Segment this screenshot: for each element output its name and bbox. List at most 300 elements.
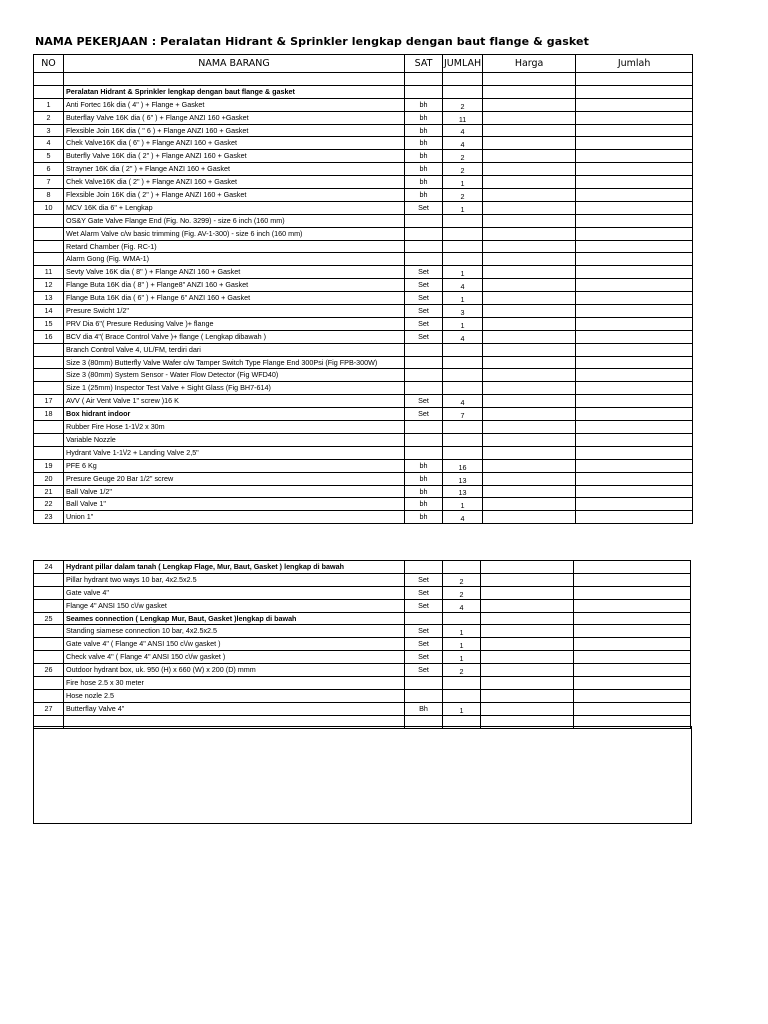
col-header-harga: Harga [483,55,576,73]
row-unit: Set [405,573,443,586]
row-unit: bh [405,459,443,472]
row-total [576,111,693,124]
row-item-name: Rubber Fire Hose 1-1\/2 x 30m [64,421,405,434]
row-total [576,459,693,472]
row-quantity: 1 [443,638,481,651]
row-unit: bh [405,150,443,163]
row-total [576,85,693,98]
row-unit: bh [405,176,443,189]
row-quantity: 4 [443,330,483,343]
row-no [34,651,64,664]
row-item-name: Buterflay Valve 16K dia ( 6" ) + Flange ANZI 160 +Gasket [64,111,405,124]
row-no: 18 [34,408,64,421]
row-quantity: 1 [443,266,483,279]
row-item-name: Flange 4" ANSI 150 c\/w gasket [64,599,405,612]
table-row [34,330,693,343]
row-price [481,586,574,599]
row-total [574,702,691,715]
row-price [483,421,576,434]
row-unit: Set [405,317,443,330]
row-price [483,408,576,421]
row-no [34,573,64,586]
table-row [34,573,691,586]
table-row [34,561,691,574]
row-unit: Set [405,292,443,305]
row-no [34,638,64,651]
row-unit: Set [405,408,443,421]
row-price [481,561,574,574]
table-row [34,305,693,318]
row-unit [405,73,443,86]
items-table [33,54,693,524]
row-total [576,472,693,485]
row-unit [405,240,443,253]
row-unit: Set [405,625,443,638]
row-total [576,292,693,305]
row-total [576,498,693,511]
row-no: 25 [34,612,64,625]
row-no: 15 [34,317,64,330]
row-unit: Set [405,395,443,408]
row-total [574,586,691,599]
row-unit: bh [405,485,443,498]
table-row [34,240,693,253]
table-row [34,150,693,163]
table-row [34,382,693,395]
row-item-name: Variable Nozzle [64,433,405,446]
row-price [483,163,576,176]
row-no [34,369,64,382]
table-row [34,163,693,176]
row-price [483,73,576,86]
row-no: 2 [34,111,64,124]
row-no: 16 [34,330,64,343]
row-unit: Set [405,279,443,292]
row-quantity: 11 [443,111,483,124]
row-unit: Set [405,664,443,677]
row-unit [405,446,443,459]
row-item-name: OS&Y Gate Valve Flange End (Fig. No. 3299) - size 6 inch (160 mm) [64,214,405,227]
table-row [34,266,693,279]
table-row [34,343,693,356]
table-row [34,433,693,446]
row-total [576,227,693,240]
row-price [483,253,576,266]
row-quantity: 2 [443,150,483,163]
row-price [481,664,574,677]
row-price [483,150,576,163]
row-price [483,330,576,343]
row-item-name: Presure Swicht 1/2" [64,305,405,318]
row-no: 1 [34,98,64,111]
table-row [34,85,693,98]
table-row [34,124,693,137]
row-quantity [443,689,481,702]
row-total [576,446,693,459]
row-item-name: Ball Valve 1" [64,498,405,511]
row-quantity: 2 [443,573,481,586]
row-total [576,279,693,292]
row-item-name: Alarm Gong (Fig. WMA-1) [64,253,405,266]
row-unit: bh [405,124,443,137]
row-price [483,227,576,240]
row-total [576,214,693,227]
row-price [483,305,576,318]
row-unit: bh [405,111,443,124]
row-quantity: 2 [443,189,483,202]
row-no: 14 [34,305,64,318]
page-title: NAMA PEKERJAAN : Peralatan Hidrant & Sprinkler lengkap dengan baut flange & gasket [35,35,589,48]
row-price [481,651,574,664]
row-item-name: Size 3 (80mm) Butterfly Valve Wafer c/w Tamper Switch Type Flange End 300Psi (Fig FPB-300W) [64,356,405,369]
row-unit [405,382,443,395]
table-row [34,459,693,472]
row-total [576,253,693,266]
row-price [483,459,576,472]
row-item-name: Presure Geuge 20 Bar 1/2" screw [64,472,405,485]
row-total [574,651,691,664]
row-price [481,638,574,651]
row-price [483,137,576,150]
row-item-name: Chek Valve16K dia ( 2" ) + Flange ANZI 160 + Gasket [64,176,405,189]
row-item-name: Ball Valve 1/2" [64,485,405,498]
table-row [34,201,693,214]
row-quantity: 2 [443,98,483,111]
row-no: 6 [34,163,64,176]
row-quantity: 4 [443,124,483,137]
row-price [481,689,574,702]
row-total [576,189,693,202]
row-item-name: Gate valve 4" ( Flange 4" ANSI 150 c\/w gasket ) [64,638,405,651]
row-total [576,73,693,86]
row-total [574,677,691,690]
row-price [481,625,574,638]
row-price [483,98,576,111]
row-price [481,612,574,625]
row-unit: bh [405,98,443,111]
row-no: 24 [34,561,64,574]
row-quantity: 4 [443,137,483,150]
row-quantity: 1 [443,651,481,664]
row-quantity [443,612,481,625]
row-price [483,446,576,459]
row-unit: bh [405,511,443,524]
row-price [483,124,576,137]
row-no [34,599,64,612]
table-row [34,279,693,292]
row-total [576,395,693,408]
row-total [576,317,693,330]
row-total [576,511,693,524]
row-item-name: Gate valve 4" [64,586,405,599]
table-row [34,612,691,625]
row-price [481,573,574,586]
table-row [34,664,691,677]
row-unit: bh [405,472,443,485]
table-row [34,586,691,599]
row-item-name: Flexsible Join 16K dia ( 2" ) + Flange ANZI 160 + Gasket [64,189,405,202]
row-quantity [443,421,483,434]
table-row [34,677,691,690]
row-item-name: Hydrant Valve 1-1\/2 + Landing Valve 2,5" [64,446,405,459]
row-unit [405,677,443,690]
row-quantity [443,214,483,227]
row-quantity [443,240,483,253]
row-quantity: 1 [443,201,483,214]
row-unit: Set [405,266,443,279]
row-total [576,150,693,163]
row-total [576,240,693,253]
row-no: 21 [34,485,64,498]
row-unit: bh [405,189,443,202]
row-no [34,85,64,98]
row-quantity [443,369,483,382]
row-item-name: Anti Fortec 16k dia ( 4" ) + Flange + Gasket [64,98,405,111]
row-total [574,664,691,677]
row-unit: bh [405,163,443,176]
row-no: 19 [34,459,64,472]
row-total [576,356,693,369]
row-item-name: Strayner 16K dia ( 2" ) + Flange ANZI 160 + Gasket [64,163,405,176]
row-unit: Set [405,586,443,599]
row-no: 13 [34,292,64,305]
row-no [34,214,64,227]
row-no: 10 [34,201,64,214]
row-total [574,638,691,651]
row-no: 5 [34,150,64,163]
row-price [481,702,574,715]
row-no: 11 [34,266,64,279]
row-item-name: Flange Buta 16K dia ( 8" ) + Flange8" ANZI 160 + Gasket [64,279,405,292]
row-price [481,599,574,612]
row-no [34,433,64,446]
row-total [574,625,691,638]
row-total [576,485,693,498]
row-no: 27 [34,702,64,715]
col-header-no: NO [34,55,64,73]
row-quantity: 3 [443,305,483,318]
row-quantity: 7 [443,408,483,421]
row-unit: Bh [405,702,443,715]
row-quantity [443,433,483,446]
row-no: 20 [34,472,64,485]
table-row [34,651,691,664]
row-quantity: 2 [443,664,481,677]
row-unit [405,214,443,227]
table-row [34,369,693,382]
row-price [483,176,576,189]
row-quantity [443,253,483,266]
table-row [34,253,693,266]
row-item-name: Hydrant pillar dalam tanah ( Lengkap Flage, Mur, Baut, Gasket ) lengkap di bawah [64,561,405,574]
row-item-name [64,73,405,86]
row-total [576,98,693,111]
row-unit [405,369,443,382]
row-item-name: Hose nozle 2.5 [64,689,405,702]
row-unit: Set [405,638,443,651]
row-item-name: Butterflay Valve 4" [64,702,405,715]
row-unit [405,433,443,446]
row-price [483,395,576,408]
row-no: 8 [34,189,64,202]
row-item-name: Buterfly Valve 16K dia ( 2" ) + Flange ANZI 160 + Gasket [64,150,405,163]
row-quantity: 13 [443,472,483,485]
row-no: 23 [34,511,64,524]
row-item-name: Flexsible Join 16K dia ( " 6 ) + Flange ANZI 160 + Gasket [64,124,405,137]
row-unit: Set [405,599,443,612]
row-price [483,498,576,511]
row-item-name: PFE 6 Kg [64,459,405,472]
row-unit [405,612,443,625]
row-quantity: 4 [443,279,483,292]
row-total [576,137,693,150]
row-item-name: Retard Chamber (Fig. RC-1) [64,240,405,253]
table-row [34,702,691,715]
col-header-jumlah-total: Jumlah [576,55,693,73]
row-quantity [443,382,483,395]
row-quantity: 2 [443,163,483,176]
row-total [576,124,693,137]
table-row [34,408,693,421]
row-price [483,189,576,202]
row-item-name: Size 1 (25mm) Inspector Test Valve + Sight Glass (Fig BH7-614) [64,382,405,395]
row-quantity [443,446,483,459]
row-item-name: Union 1" [64,511,405,524]
row-price [483,279,576,292]
row-price [481,677,574,690]
row-item-name: Branch Control Valve 4, UL/FM, terdiri dari [64,343,405,356]
row-no: 3 [34,124,64,137]
row-unit [405,85,443,98]
row-item-name: Standing siamese connection 10 bar, 4x2.5x2.5 [64,625,405,638]
table-row [34,689,691,702]
row-item-name: Pillar hydrant two ways 10 bar, 4x2.5x2.5 [64,573,405,586]
row-total [574,561,691,574]
row-quantity: 1 [443,498,483,511]
row-no [34,356,64,369]
table-row [34,421,693,434]
row-item-name: Seames connection ( Lengkap Mur, Baut, Gasket )lengkap di bawah [64,612,405,625]
row-quantity [443,677,481,690]
table-row [34,111,693,124]
row-total [576,201,693,214]
row-price [483,266,576,279]
row-quantity: 1 [443,317,483,330]
row-unit [405,421,443,434]
row-price [483,369,576,382]
items-table-continued [33,560,691,729]
row-quantity: 2 [443,586,481,599]
col-header-jumlah-qty: JUMLAH [443,55,483,73]
row-quantity: 4 [443,511,483,524]
row-no: 22 [34,498,64,511]
row-no: 12 [34,279,64,292]
row-price [483,317,576,330]
row-total [576,343,693,356]
table-row [34,176,693,189]
row-total [574,689,691,702]
row-no [34,421,64,434]
row-price [483,356,576,369]
row-total [576,330,693,343]
row-quantity: 4 [443,395,483,408]
row-unit: Set [405,651,443,664]
row-unit: bh [405,498,443,511]
row-item-name: BCV dia 4"( Brace Control Valve )+ flange ( Lengkap dibawah ) [64,330,405,343]
row-quantity [443,356,483,369]
blank-notes-area [33,726,692,824]
row-no [34,625,64,638]
row-no [34,382,64,395]
row-quantity: 16 [443,459,483,472]
row-item-name: AVV ( Air Vent Valve 1" screw )16 K [64,395,405,408]
row-price [483,511,576,524]
table-row [34,599,691,612]
row-no [34,240,64,253]
table-row [34,356,693,369]
row-no [34,446,64,459]
row-item-name: Size 3 (80mm) System Sensor - Water Flow Detector (Fig WFD40) [64,369,405,382]
row-unit [405,689,443,702]
table-row [34,137,693,150]
row-total [574,599,691,612]
row-total [576,176,693,189]
row-quantity: 1 [443,702,481,715]
row-no [34,586,64,599]
row-no: 7 [34,176,64,189]
row-quantity: 4 [443,599,481,612]
row-no: 26 [34,664,64,677]
row-unit [405,356,443,369]
row-price [483,382,576,395]
row-no [34,343,64,356]
row-price [483,472,576,485]
row-quantity: 13 [443,485,483,498]
row-price [483,485,576,498]
row-unit: Set [405,305,443,318]
row-quantity: 1 [443,292,483,305]
row-quantity: 1 [443,176,483,189]
row-total [576,369,693,382]
row-total [576,408,693,421]
row-total [574,573,691,586]
row-item-name: Wet Alarm Valve c/w basic trimming (Fig. AV-1-300) - size 6 inch (160 mm) [64,227,405,240]
row-total [576,421,693,434]
row-price [483,240,576,253]
row-no [34,253,64,266]
row-no [34,73,64,86]
row-unit [405,227,443,240]
table-row [34,485,693,498]
table-row [34,638,691,651]
col-header-sat: SAT [405,55,443,73]
header-row [34,55,693,73]
table-row [34,98,693,111]
row-quantity [443,561,481,574]
row-item-name: Check valve 4" ( Flange 4" ANSI 150 c\/w gasket ) [64,651,405,664]
table-row [34,511,693,524]
table-row [34,317,693,330]
table-row [34,446,693,459]
row-quantity [443,343,483,356]
row-price [483,85,576,98]
row-total [576,163,693,176]
row-total [576,266,693,279]
row-quantity [443,227,483,240]
row-no [34,689,64,702]
row-quantity [443,73,483,86]
table-row [34,227,693,240]
